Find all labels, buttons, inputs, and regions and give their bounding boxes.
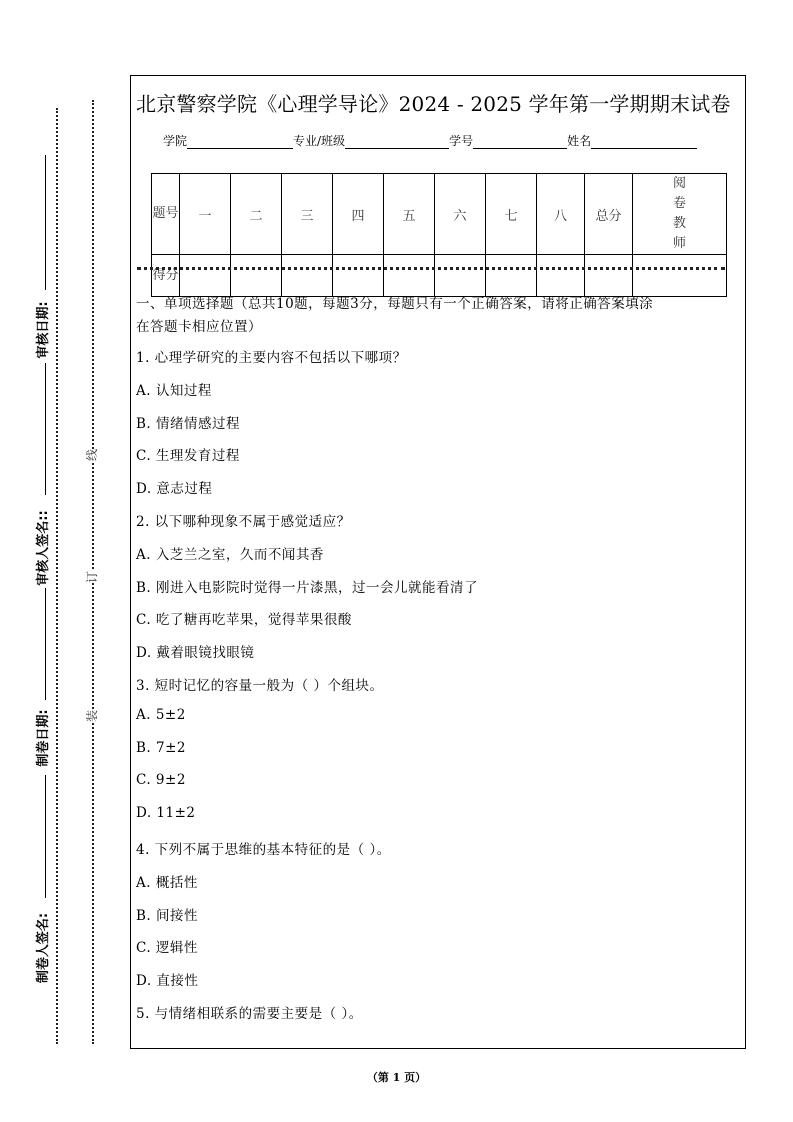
review-date-label: 审核日期: — [36, 301, 51, 359]
question-stem: 4. 下列不属于思维的基本特征的是（ ）。 — [136, 842, 391, 858]
section-heading-cont: 在答题卡相应位置） — [136, 319, 262, 335]
college-input[interactable] — [187, 134, 293, 149]
answer-option: A. 概括性 — [136, 874, 198, 891]
name-label: 姓名 — [567, 134, 592, 148]
col-7: 七 — [486, 174, 537, 255]
answer-option: B. 间接性 — [136, 907, 199, 924]
college-label: 学院 — [163, 134, 188, 148]
col-total: 总分 — [585, 174, 633, 255]
col-3: 三 — [282, 174, 333, 255]
score-table-score-row — [152, 255, 727, 297]
score-cell[interactable] — [486, 255, 537, 297]
score-cell[interactable] — [384, 255, 435, 297]
answer-option: C. 逻辑性 — [136, 940, 198, 957]
answer-option: B. 情绪情感过程 — [136, 415, 241, 432]
answer-option: A. 入芝兰之室，久而不闻其香 — [136, 546, 324, 563]
score-table-header-row — [152, 174, 727, 255]
score-cell[interactable] — [180, 255, 231, 297]
question-stem: 2. 以下哪种现象不属于感觉适应？ — [136, 514, 351, 530]
col-4: 四 — [333, 174, 384, 255]
maker-sign-label: 制卷人签名: — [36, 912, 51, 984]
answer-option: A. 5±2 — [136, 706, 186, 723]
question-stem: 5. 与情绪相联系的需要主要是（ ）。 — [136, 1006, 363, 1022]
answer-option: D. 戴着眼镜找眼镜 — [136, 645, 255, 662]
reviewer-sign-label: 审核人签名:: — [36, 510, 51, 586]
review-date-line[interactable] — [45, 155, 46, 290]
col-2: 二 — [231, 174, 282, 255]
student-id-label: 学号 — [449, 134, 474, 148]
col-grader: 阅卷教师 — [633, 174, 727, 255]
maker-sign-line[interactable] — [45, 775, 46, 898]
reviewer-sign-line[interactable] — [45, 363, 46, 495]
make-date-label: 制卷日期: — [36, 709, 51, 767]
col-1: 一 — [180, 174, 231, 255]
major-class-label: 专业/班级 — [293, 134, 346, 148]
bind-char-staple: 订 — [85, 570, 100, 584]
score-cell[interactable] — [585, 255, 633, 297]
score-cell[interactable] — [231, 255, 282, 297]
answer-option: C. 吃了糖再吃苹果，觉得苹果很酸 — [136, 612, 352, 629]
section-separator — [137, 267, 725, 270]
exam-title: 北京警察学院《心理学导论》2024 - 2025 学年第一学期期末试卷 — [136, 92, 731, 116]
score-table — [151, 173, 727, 297]
answer-option: D. 直接性 — [136, 973, 199, 990]
section-heading: 一、单项选择题（总共10题，每题3分，每题只有一个正确答案，请将正确答案填涂 — [136, 296, 654, 312]
answer-option: D. 11±2 — [136, 805, 196, 822]
name-input[interactable] — [591, 134, 697, 149]
answer-option: A. 认知过程 — [136, 382, 212, 399]
col-6: 六 — [435, 174, 486, 255]
answer-option: D. 意志过程 — [136, 481, 213, 498]
bind-char-binding: 装 — [85, 709, 100, 723]
score-cell[interactable] — [435, 255, 486, 297]
question-stem: 3. 短时记忆的容量一般为（ ）个组块。 — [136, 678, 384, 694]
make-date-line[interactable] — [45, 588, 46, 700]
bind-char-line: 线 — [85, 448, 100, 462]
score-cell[interactable] — [282, 255, 333, 297]
score-cell[interactable] — [633, 255, 727, 297]
col-5: 五 — [384, 174, 435, 255]
answer-option: C. 生理发育过程 — [136, 448, 240, 465]
answer-option: B. 刚进入电影院时觉得一片漆黑，过一会儿就能看清了 — [136, 579, 479, 596]
answer-option: C. 9±2 — [136, 772, 186, 789]
question-stem: 1. 心理学研究的主要内容不包括以下哪项？ — [136, 350, 407, 366]
binding-dotted-line-outer — [56, 108, 58, 1044]
col-8: 八 — [537, 174, 585, 255]
score-cell[interactable] — [333, 255, 384, 297]
page-number: （第 1 页） — [366, 1071, 427, 1084]
student-id-input[interactable] — [473, 134, 567, 149]
student-info-fields — [163, 132, 697, 149]
row-label-question-number: 题号 — [152, 174, 180, 255]
major-class-input[interactable] — [345, 134, 449, 149]
row-label-score: 得分 — [152, 255, 180, 297]
score-cell[interactable] — [537, 255, 585, 297]
answer-option: B. 7±2 — [136, 739, 186, 756]
